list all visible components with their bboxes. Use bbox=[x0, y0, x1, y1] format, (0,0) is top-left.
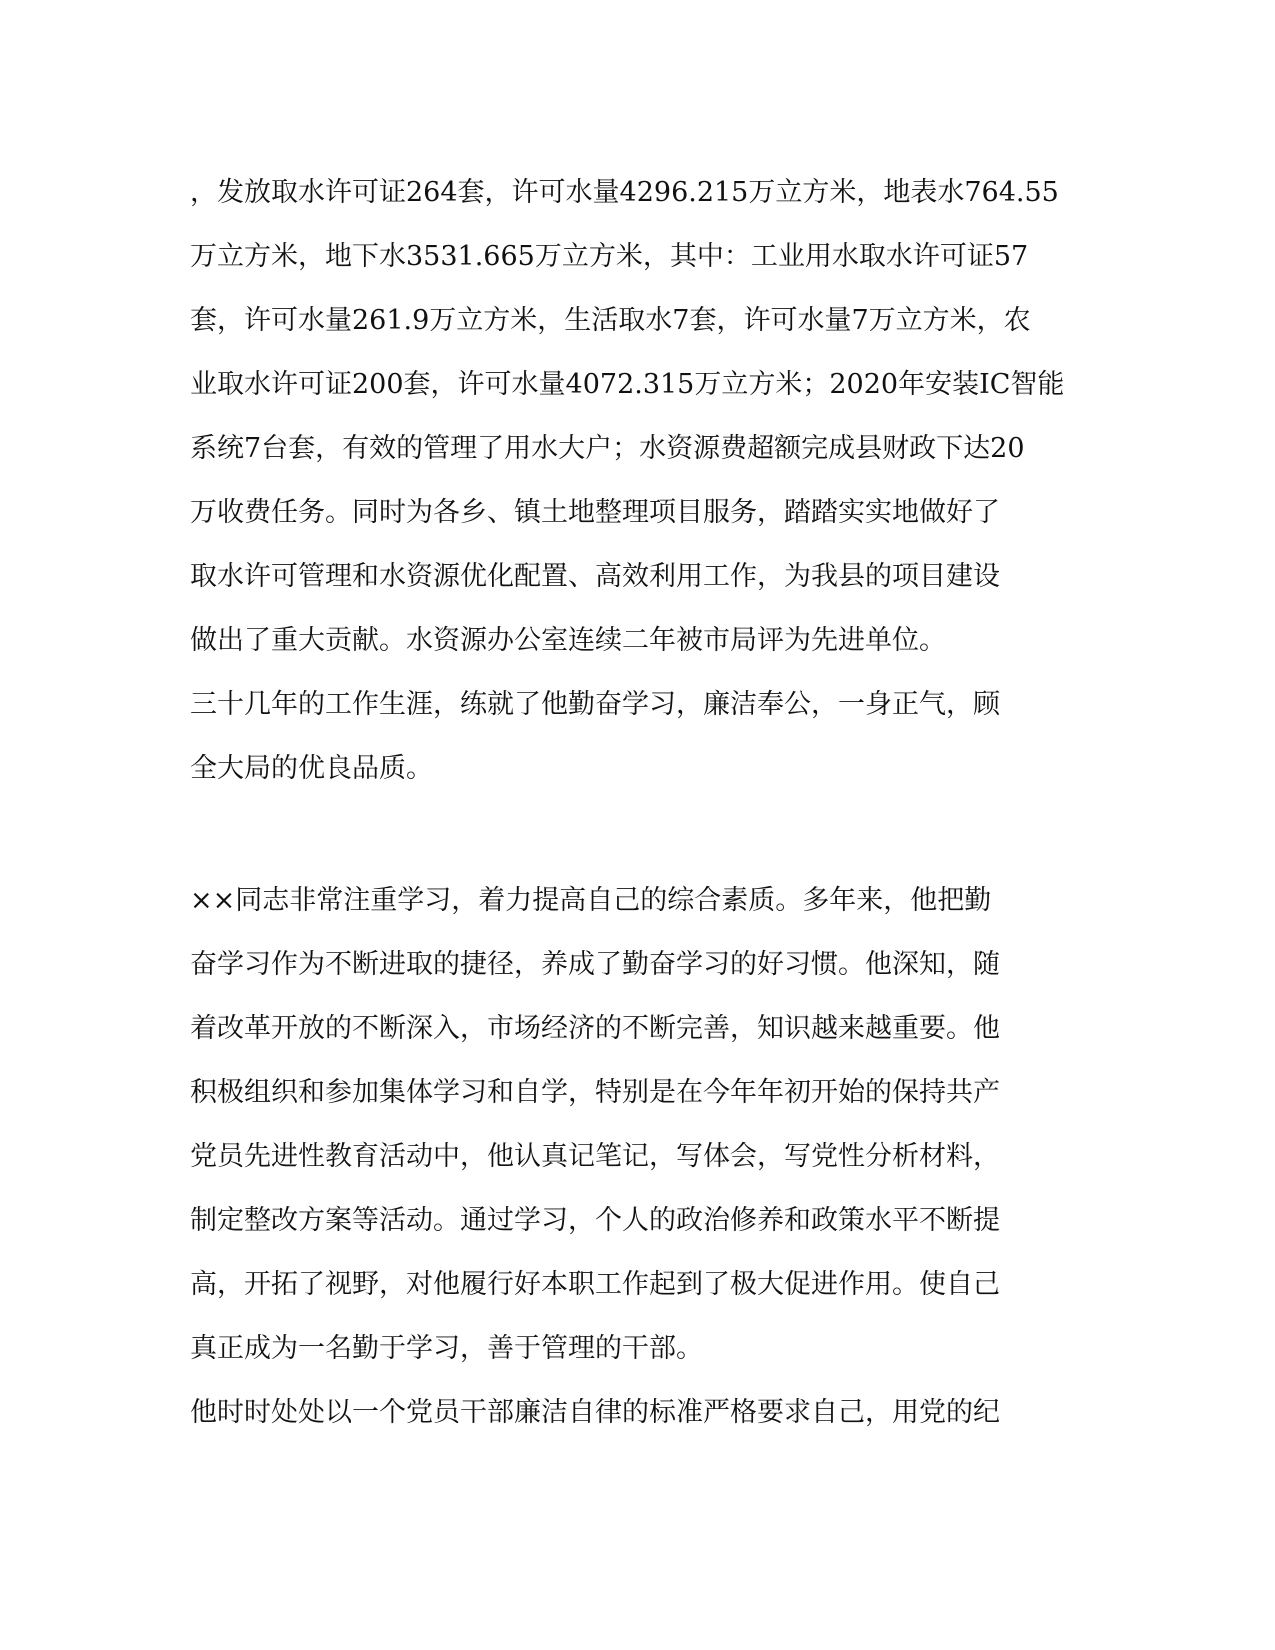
text-line: 系统7台套，有效的管理了用水大户；水资源费超额完成县财政下达20 bbox=[190, 433, 1025, 464]
text-line: 真正成为一名勤于学习，善于管理的干部。 bbox=[190, 1333, 703, 1364]
text-block-study bbox=[190, 869, 1090, 1445]
text-block-water-permits bbox=[190, 161, 1090, 801]
text-line: 全大局的优良品质。 bbox=[190, 753, 433, 784]
text-line: 做出了重大贡献。水资源办公室连续二年被市局评为先进单位。 bbox=[190, 625, 946, 656]
text-line: 党员先进性教育活动中，他认真记笔记，写体会，写党性分析材料， bbox=[190, 1141, 1000, 1172]
text-line: 高，开拓了视野，对他履行好本职工作起到了极大促进作用。使自己 bbox=[190, 1269, 1000, 1300]
text-line: 他时时处处以一个党员干部廉洁自律的标准严格要求自己，用党的纪 bbox=[190, 1397, 1000, 1428]
text-line: 三十几年的工作生涯，练就了他勤奋学习，廉洁奉公，一身正气，顾 bbox=[190, 689, 1000, 720]
text-line: 奋学习作为不断进取的捷径，养成了勤奋学习的好习惯。他深知，随 bbox=[190, 949, 1000, 980]
text-line: ××同志非常注重学习，着力提高自己的综合素质。多年来，他把勤 bbox=[190, 885, 992, 916]
text-line: 取水许可管理和水资源优化配置、高效利用工作，为我县的项目建设 bbox=[190, 561, 1000, 592]
text-line: 积极组织和参加集体学习和自学，特别是在今年年初开始的保持共产 bbox=[190, 1077, 1000, 1108]
text-line: 万收费任务。同时为各乡、镇土地整理项目服务，踏踏实实地做好了 bbox=[190, 497, 1000, 528]
text-line: ，发放取水许可证264套，许可水量4296.215万立方米，地表水764.55 bbox=[190, 177, 1059, 208]
text-line: 着改革开放的不断深入，市场经济的不断完善，知识越来越重要。他 bbox=[190, 1013, 1000, 1044]
text-line: 业取水许可证200套，许可水量4072.315万立方米；2020年安装IC智能 bbox=[190, 369, 1065, 400]
text-line: 万立方米，地下水3531.665万立方米，其中：工业用水取水许可证57 bbox=[190, 241, 1029, 272]
text-line: 制定整改方案等活动。通过学习，个人的政治修养和政策水平不断提 bbox=[190, 1205, 1000, 1236]
text-line: 套，许可水量261.9万立方米，生活取水7套，许可水量7万立方米，农 bbox=[190, 305, 1031, 336]
